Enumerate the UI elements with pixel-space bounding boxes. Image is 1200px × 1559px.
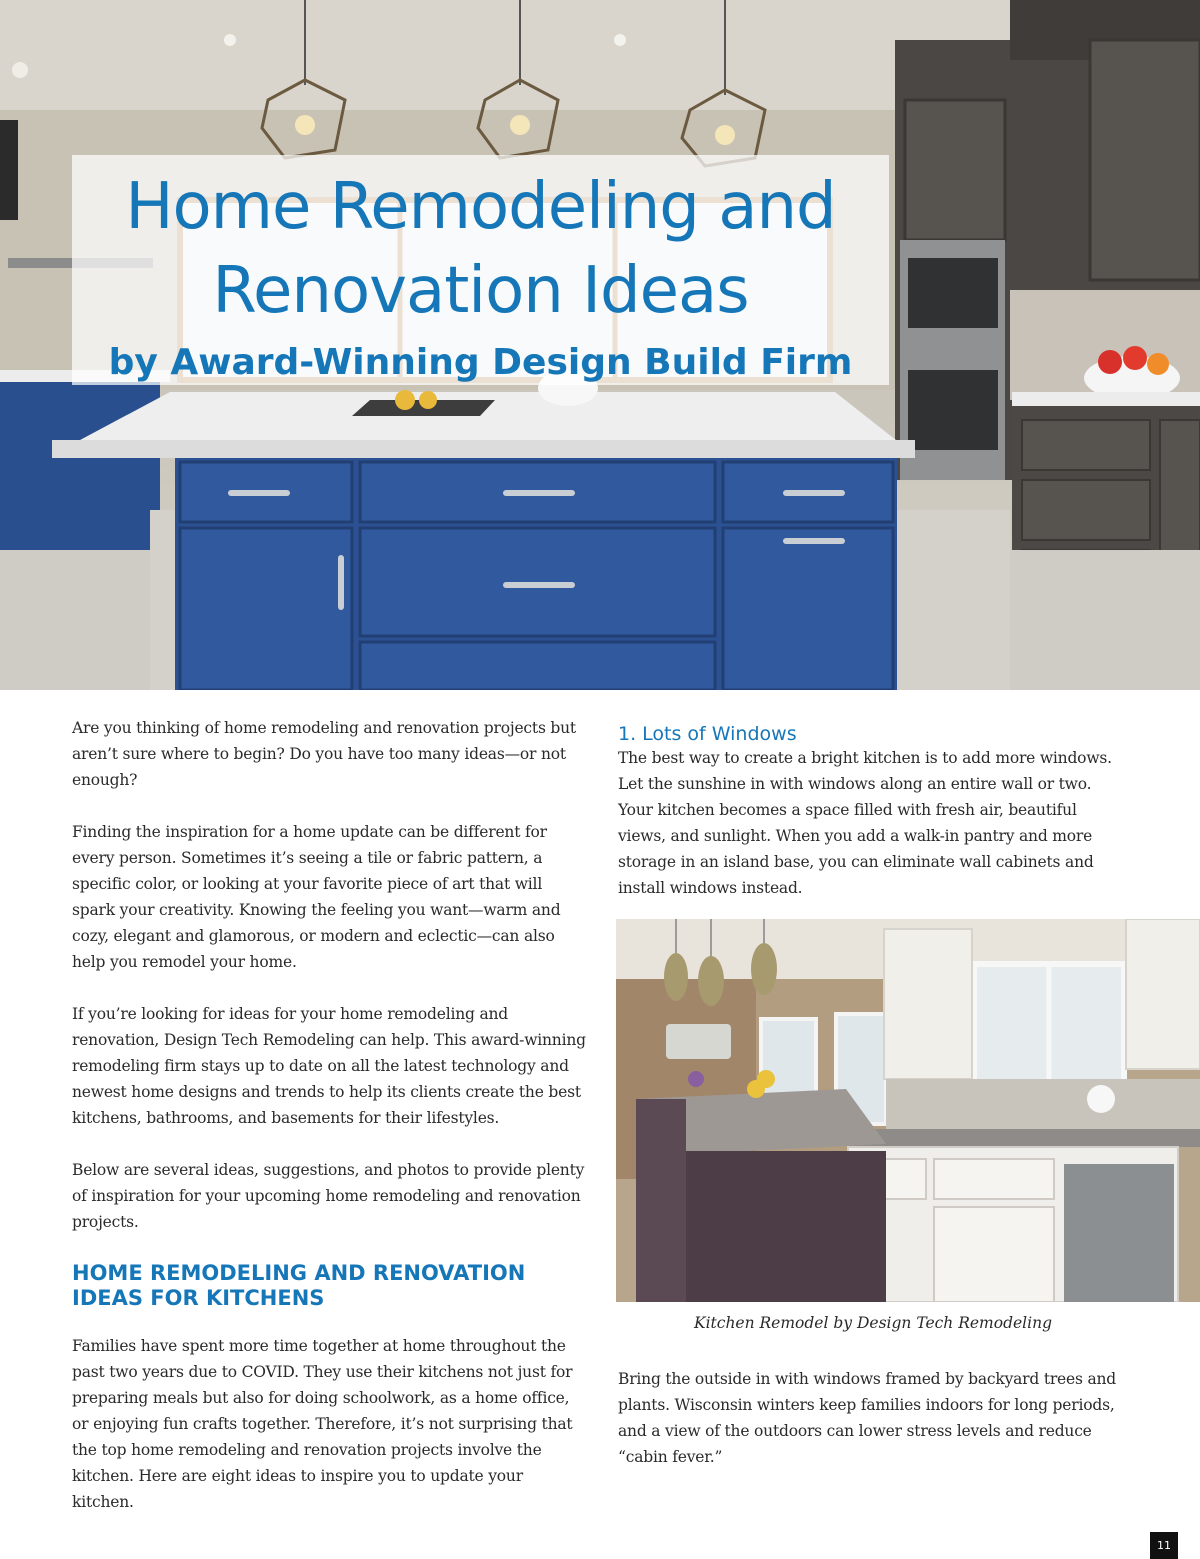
intro-paragraph: Finding the inspiration for a home update can be different for every person. Sometimes it’s seeing a tile or fabric pattern, a specific color, or looking at your favorite piece of art that will spark your creativity. Knowing the feeling you want—warm and cozy, elegant and glamorous, or modern and eclectic—can also help you remodel your home. — [72, 823, 561, 971]
hero-kitchen-photo — [0, 0, 1200, 690]
idea-paragraph-2: Bring the outside in with windows framed by backyard trees and plants. Wisconsin winters keep families indoors for long periods, and a view of the outdoors can lower stress levels and reduce “cabin fever.” — [618, 1370, 1117, 1466]
idea-heading: 1. Lots of Windows — [618, 723, 797, 745]
photo-caption: Kitchen Remodel by Design Tech Remodeling — [694, 1314, 1052, 1332]
hero-title-box — [72, 155, 889, 385]
right-column-lower — [618, 1366, 1118, 1496]
idea-paragraph: The best way to create a bright kitchen is to add more windows. Let the sunshine in with windows along an entire wall or two. Your kitchen becomes a space filled with fresh air, beautiful views, and sunlight. When you add a walk-in pantry and more storage in an island base, you can eliminate wall cabinets and install windows instead. — [618, 749, 1112, 897]
section-paragraph: Families have spent more time together at home throughout the past two years due to COVID. They use their kitchens not just for preparing meals but also for doing schoolwork, as a home office, or enjoying fun crafts together. Therefore, it’s not surprising that the top home remodeling and renovation projects involve the kitchen. Here are eight ideas to inspire you to update your kitchen. — [72, 1337, 573, 1511]
kitchen-remodel-illustration — [616, 919, 1200, 1302]
page-title-line1: Home Remodeling and — [125, 170, 836, 244]
section-heading: HOME REMODELING AND RENOVATION IDEAS FOR KITCHENS — [72, 1261, 526, 1310]
page-subtitle: by Award-Winning Design Build Firm — [108, 342, 853, 383]
intro-paragraph: If you’re looking for ideas for your home remodeling and renovation, Design Tech Remodeling can help. This award-winning remodeling firm stays up to date on all the latest technology and newest home designs and trends to help its clients create the best kitchens, bathrooms, and basements for their lifestyles. — [72, 1005, 586, 1127]
left-column — [72, 715, 588, 1541]
right-column — [618, 715, 1118, 927]
page-number: 11 — [1150, 1532, 1178, 1559]
intro-paragraph: Are you thinking of home remodeling and renovation projects but aren’t sure where to begin? Do you have too many ideas—or not enough? — [72, 719, 576, 789]
page-title-line2: Renovation Ideas — [212, 254, 749, 328]
kitchen-remodel-photo — [616, 919, 1200, 1302]
intro-paragraph: Below are several ideas, suggestions, and photos to provide plenty of inspiration for your upcoming home remodeling and renovation projects. — [72, 1161, 585, 1231]
